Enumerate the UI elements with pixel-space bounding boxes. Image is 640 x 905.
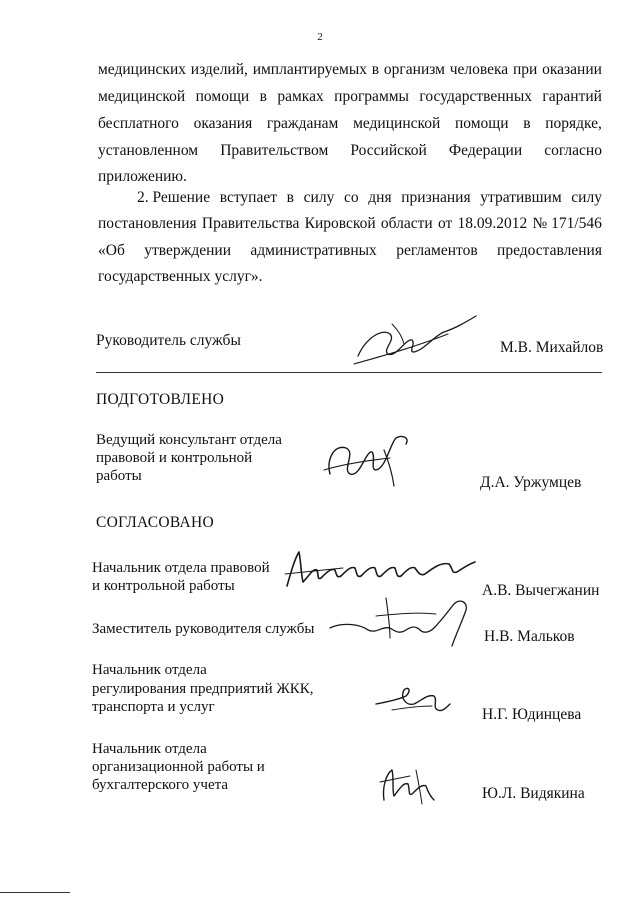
prepared-heading: ПОДГОТОВЛЕНО [96,391,225,408]
body-word: медицинской [98,88,186,105]
approved-position: Заместитель руководителя службы [92,621,315,637]
approved-signature [326,594,486,652]
body-word: организм [383,61,445,78]
position-line: работы [96,468,142,484]
body-word: со [343,189,359,206]
approved-name: Н.В. Мальков [484,628,575,645]
position-line: транспорта и услуг [92,699,215,715]
body-word: силу [303,189,335,206]
approved-signature [372,680,452,720]
section-divider [96,372,602,373]
body-word: «Об [98,242,125,259]
position-line: правовой и контрольной [96,450,253,466]
body-word: вступает [219,189,278,206]
body-word: утверждении [144,242,231,259]
body-word: оказания [193,115,253,132]
approved-name: Н.Г. Юдинцева [482,706,582,723]
body-word: при [512,61,538,78]
prepared-signature [320,430,420,490]
head-signature [352,312,482,370]
head-position: Руководитель службы [96,332,241,349]
body-word: изделий, [190,61,248,78]
prepared-name: Д.А. Уржумцев [480,474,582,491]
position-line: бухгалтерского учета [92,777,229,793]
body-line [98,215,602,233]
position-line: и контрольной работы [92,578,235,594]
head-name: М.В. Михайлов [500,339,604,356]
body-word: в [259,88,267,105]
approved-name: Ю.Л. Видякина [482,785,585,802]
body-word: установленном [98,142,199,159]
approved-signature [283,546,477,588]
body-word: в [523,115,531,132]
body-word: области [380,215,433,232]
body-word: Федерации [448,142,523,159]
body-word: человека [449,61,509,78]
body-word: постановления [98,215,197,232]
body-line: государственных услуг». [98,268,263,285]
body-word: дня [368,189,392,206]
body-word: помощи [195,88,250,105]
body-word: медицинских [98,61,187,78]
footer-rule [0,892,70,893]
body-line [98,242,602,260]
body-word: от [437,215,453,232]
page-number: 2 [317,31,323,43]
position-line: организационной работы и [92,759,265,775]
body-word: 18.09.2012 [457,215,528,232]
body-word: Правительства [201,215,300,232]
body-line [98,88,602,106]
position-line: Начальник отдела правовой [92,560,270,576]
body-word: предоставления [497,242,602,259]
body-word: Кировской [304,215,376,232]
approved-signature [372,760,440,806]
body-word: Российской [350,142,427,159]
position-line: Начальник отдела [92,662,207,678]
body-word: в [286,189,294,206]
body-word: порядке, [545,115,602,132]
body-word: медицинской [353,115,441,132]
body-word: Правительством [220,142,329,159]
body-line [98,142,602,160]
approved-name: А.В. Вычегжанин [482,582,600,599]
body-line [98,61,602,79]
body-word: программы [334,88,409,105]
body-word: силу [571,189,602,206]
body-line [137,189,602,207]
approved-heading: СОГЛАСОВАНО [96,514,215,531]
body-word: административных [250,242,377,259]
body-word: № 171/546 [532,215,602,232]
body-line: приложению. [98,168,187,185]
body-word: в [371,61,380,78]
body-word: регламентов [396,242,478,259]
position-line: регулирования предприятий ЖКК, [92,681,314,697]
body-word: утратившим [480,189,562,206]
body-word: помощи [454,115,509,132]
body-word: 2. Решение [137,189,211,206]
body-line [98,115,602,133]
body-word: гражданам [266,115,339,132]
position-line: Начальник отдела [92,741,207,757]
body-word: оказании [542,61,602,78]
body-word: согласно [544,142,602,159]
body-word: гарантий [542,88,602,105]
body-word: рамках [277,88,324,105]
body-word: бесплатного [98,115,179,132]
body-word: признания [401,189,471,206]
body-word: имплантируемых [252,61,368,78]
position-line: Ведущий консультант отдела [96,432,282,448]
body-word: государственных [419,88,532,105]
